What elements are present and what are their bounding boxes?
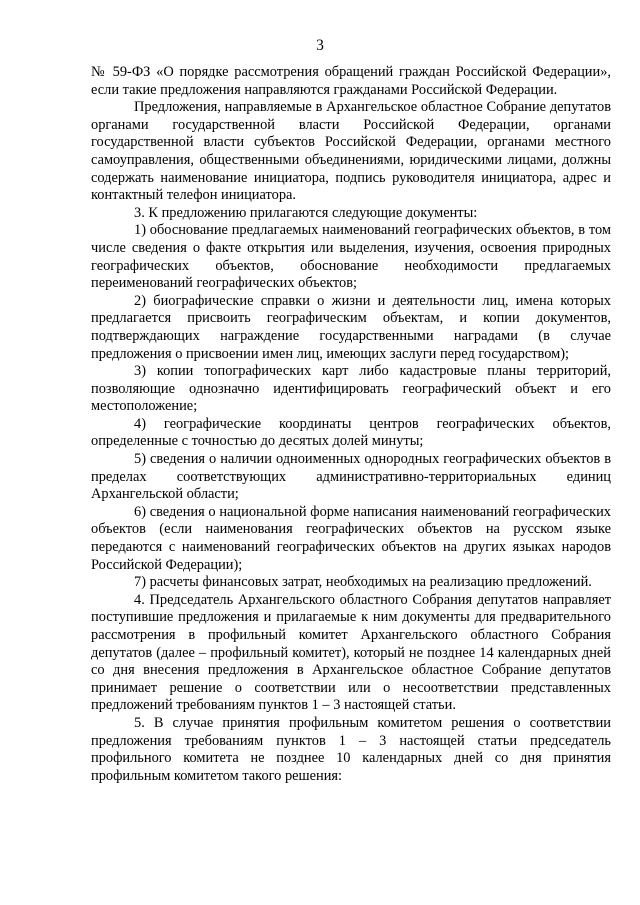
list-item-5: 5) сведения о наличии одноименных однородных географических объектов в пределах соответствующих административно-территориальных единиц Архангельской области; — [91, 451, 611, 503]
paragraph-item-5: 5. В случае принятия профильным комитетом решения о соответствии предложения требованиям пунктов 1 – 3 настоящей статьи председатель профильного комитета не позднее 10 календарных дней со дня принятия профильным комитетом такого решения: — [91, 714, 611, 784]
paragraph-item-4: 4. Председатель Архангельского областного Собрания депутатов направляет поступившие предложения и прилагаемые к ним документы для предварительного рассмотрения в профильный комитет Архангельского областного Собрания депутатов (далее – профильный комитет), который не позднее 14 календарных дней со дня внесения предложения в Архангельское областное Собрание депутатов принимает решение о соответствии или о несоответствии представленных предложений требованиям пунктов 1 – 3 настоящей статьи. — [91, 591, 611, 714]
list-item-1: 1) обоснование предлагаемых наименований географических объектов, в том числе сведения о факте открытия или выделения, изучения, освоения природных географических объектов, обоснование необходимости предлагаемых переименований географических объектов; — [91, 222, 611, 292]
paragraph-continuation: № 59-ФЗ «О порядке рассмотрения обращений граждан Российской Федерации», если такие предложения направляются гражданами Российской Федерации. — [91, 64, 611, 98]
paragraph-item-3: 3. К предложению прилагаются следующие документы: — [134, 204, 478, 221]
list-item-3: 3) копии топографических карт либо кадастровые планы территорий, позволяющие однозначно идентифицировать географический объект и его местоположение; — [91, 363, 611, 415]
paragraph-proposal-requirements: Предложения, направляемые в Архангельское областное Собрание депутатов органами государственной власти Российской Федерации, органами государственной власти субъектов Российской Федерации, органами местного самоуправления, общественными объединениями, юридическими лицами, должны содержать наименование инициатора, подпись руководителя инициатора, адрес и контактный телефон инициатора. — [91, 99, 611, 204]
list-item-6: 6) сведения о национальной форме написания наименований географических объектов (если наименования географических объектов на русском языке передаются с наименований географических объектов на других языках народов Российской Федерации); — [91, 503, 611, 573]
list-item-4: 4) географические координаты центров географических объектов, определенные с точностью до десятых долей минуты; — [91, 415, 611, 450]
document-body — [91, 64, 611, 785]
list-item-2: 2) биографические справки о жизни и деятельности лиц, имена которых предлагается присвоить географическим объектам, и копии документов, подтверждающих награждение государственными наградами (в случае предложения о присвоении имен лиц, имеющих заслуги перед государством); — [91, 292, 611, 362]
list-item-7: 7) расчеты финансовых затрат, необходимых на реализацию предложений. — [134, 574, 592, 591]
page-number: 3 — [316, 37, 324, 54]
